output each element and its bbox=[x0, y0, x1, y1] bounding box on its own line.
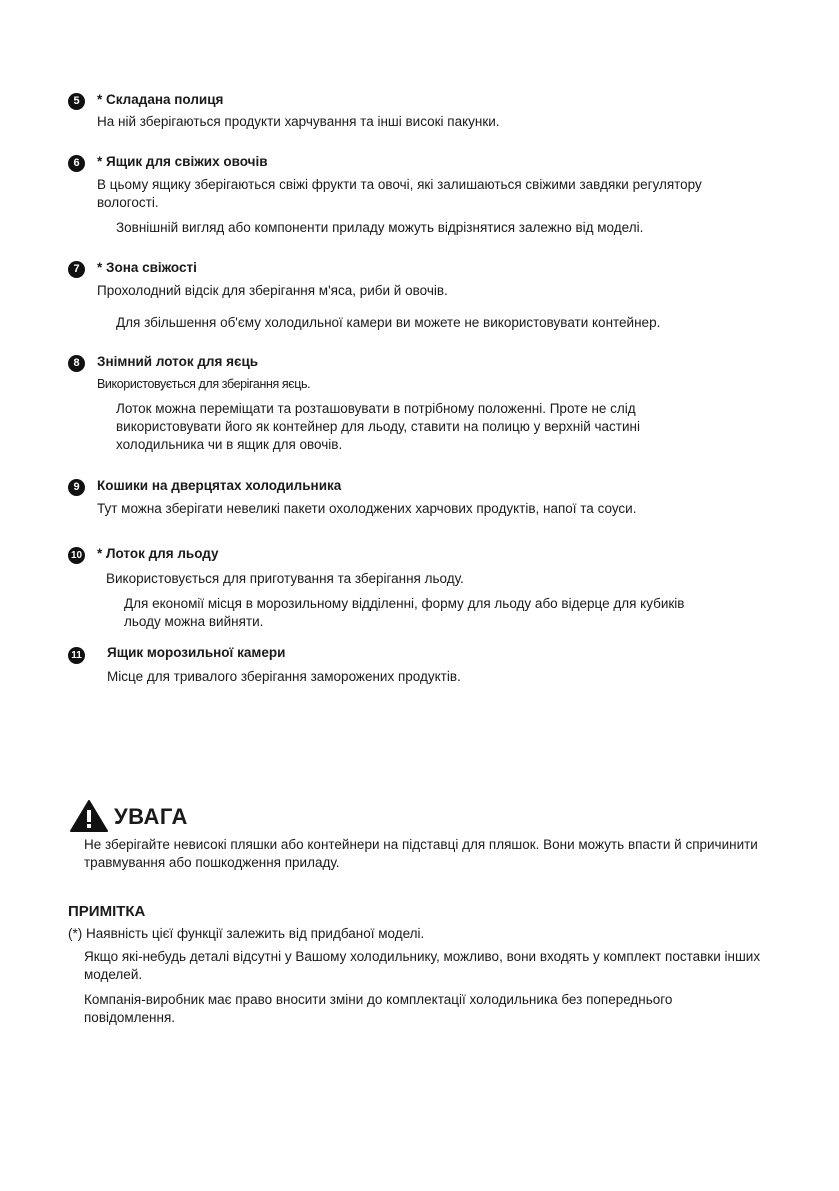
note-line: Якщо які-небудь деталі відсутні у Вашому холодильнику, можливо, вони входять у комплект поставки інших моделей. bbox=[84, 949, 761, 982]
item-number-badge: 5 bbox=[68, 93, 85, 110]
item-description: Тут можна зберігати невеликі пакети охолоджених харчових продуктів, напої та соуси. bbox=[97, 501, 637, 516]
item-number-badge: 8 bbox=[68, 355, 85, 372]
item-title: Кошики на дверцятах холодильника bbox=[97, 478, 342, 493]
item-title: * Лоток для льоду bbox=[97, 546, 219, 561]
item-note: Зовнішній вигляд або компоненти приладу можуть відрізнятися залежно від моделі. bbox=[116, 220, 644, 235]
warning-icon bbox=[70, 800, 108, 832]
item-title: * Складана полиця bbox=[97, 92, 224, 107]
item-title: Знімний лоток для яєць bbox=[97, 354, 259, 369]
item-number-badge: 11 bbox=[68, 647, 85, 664]
item-note: Для економії місця в морозильному відділенні, форму для льоду або відерце для кубиків льоду можна вийняти. bbox=[124, 596, 685, 629]
item-number-badge: 9 bbox=[68, 479, 85, 496]
item-description: Місце для тривалого зберігання заморожених продуктів. bbox=[107, 669, 461, 684]
note-title: ПРИМІТКА bbox=[68, 903, 146, 920]
note-line: (*) Наявність цієї функції залежить від придбаної моделі. bbox=[68, 926, 425, 941]
warning-text: Не зберігайте невисокі пляшки або контейнери на підставці для пляшок. Вони можуть впасти й спричинити травмування або пошкодження приладу. bbox=[84, 837, 758, 870]
item-title: * Ящик для свіжих овочів bbox=[97, 154, 268, 169]
note-line: Компанія-виробник має право вносити зміни до комплектації холодильника без попереднього повідомлення. bbox=[84, 992, 673, 1025]
item-number-badge: 10 bbox=[68, 547, 85, 564]
item-note: Для збільшення об'єму холодильної камери ви можете не використовувати контейнер. bbox=[116, 315, 661, 330]
item-description: Використовується для зберігання яєць. bbox=[97, 377, 311, 391]
item-number-badge: 6 bbox=[68, 155, 85, 172]
item-note: Лоток можна переміщати та розташовувати в потрібному положенні. Проте не слід використовувати його як контейнер для льоду, ставити на полицю у верхній частині холодильника чи в ящик для овочів. bbox=[116, 401, 640, 452]
item-title: * Зона свіжості bbox=[97, 260, 197, 275]
item-description: Використовується для приготування та зберігання льоду. bbox=[106, 571, 464, 586]
item-number-badge: 7 bbox=[68, 261, 85, 278]
item-title: Ящик морозильної камери bbox=[107, 645, 286, 660]
item-description: На ній зберігаються продукти харчування та інші високі пакунки. bbox=[97, 114, 500, 129]
item-description: Прохолодний відсік для зберігання м'яса, риби й овочів. bbox=[97, 283, 448, 298]
warning-title: УВАГА bbox=[114, 804, 188, 829]
item-description: В цьому ящику зберігаються свіжі фрукти та овочі, які залишаються свіжими завдяки регулятору вологості. bbox=[97, 177, 702, 210]
